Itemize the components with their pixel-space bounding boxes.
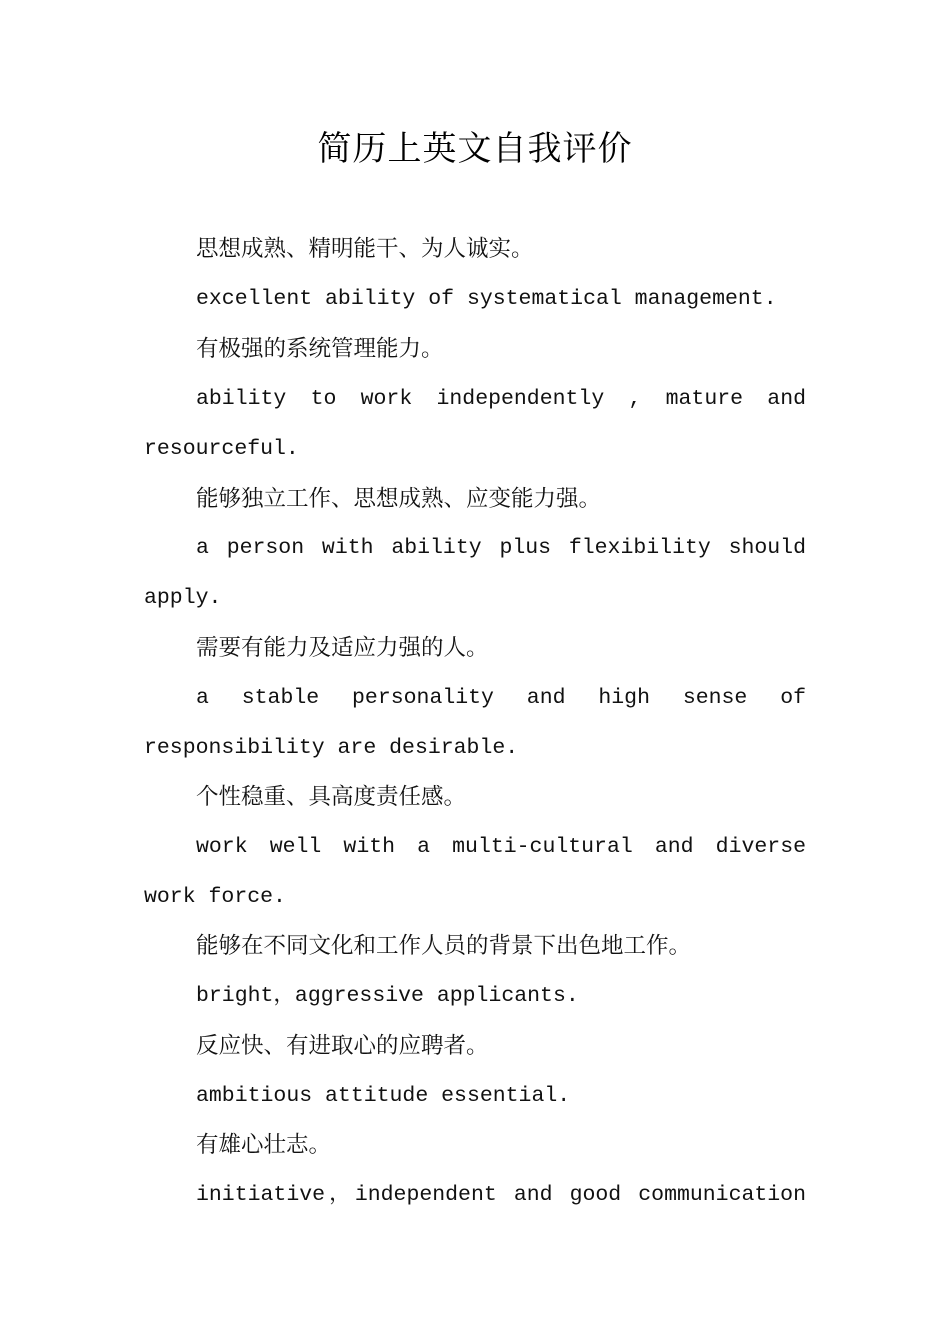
paragraph-9: 个性稳重、具高度责任感。: [196, 784, 467, 810]
paragraph-12: bright，aggressive applicants.: [196, 984, 579, 1008]
paragraph-5: 能够独立工作、思想成熟、应变能力强。: [196, 486, 602, 512]
paragraph-13: 反应快、有进取心的应聘者。: [196, 1033, 489, 1059]
document-title: 简历上英文自我评价: [317, 129, 633, 169]
paragraph-14: ambitious attitude essential.: [196, 1084, 571, 1108]
paragraph-8: a stable personality and high sense of responsibility are desirable.: [144, 686, 806, 760]
paragraph-11: 能够在不同文化和工作人员的背景下出色地工作。: [196, 933, 692, 959]
paragraph-6: a person with ability plus flexibility should apply.: [144, 536, 806, 610]
paragraph-15: 有雄心壮志。: [196, 1132, 332, 1158]
paragraph-3: 有极强的系统管理能力。: [196, 336, 444, 362]
paragraph-2: excellent ability of systematical management.: [196, 287, 777, 311]
paragraph-1: 思想成熟、精明能干、为人诚实。: [196, 236, 534, 262]
paragraph-16: initiative，independent and good communication: [196, 1183, 806, 1207]
paragraph-4: ability to work independently , mature and resourceful.: [144, 387, 806, 461]
paragraph-7: 需要有能力及适应力强的人。: [196, 635, 489, 661]
paragraph-10: work well with a multi-cultural and diverse work force.: [144, 835, 806, 909]
